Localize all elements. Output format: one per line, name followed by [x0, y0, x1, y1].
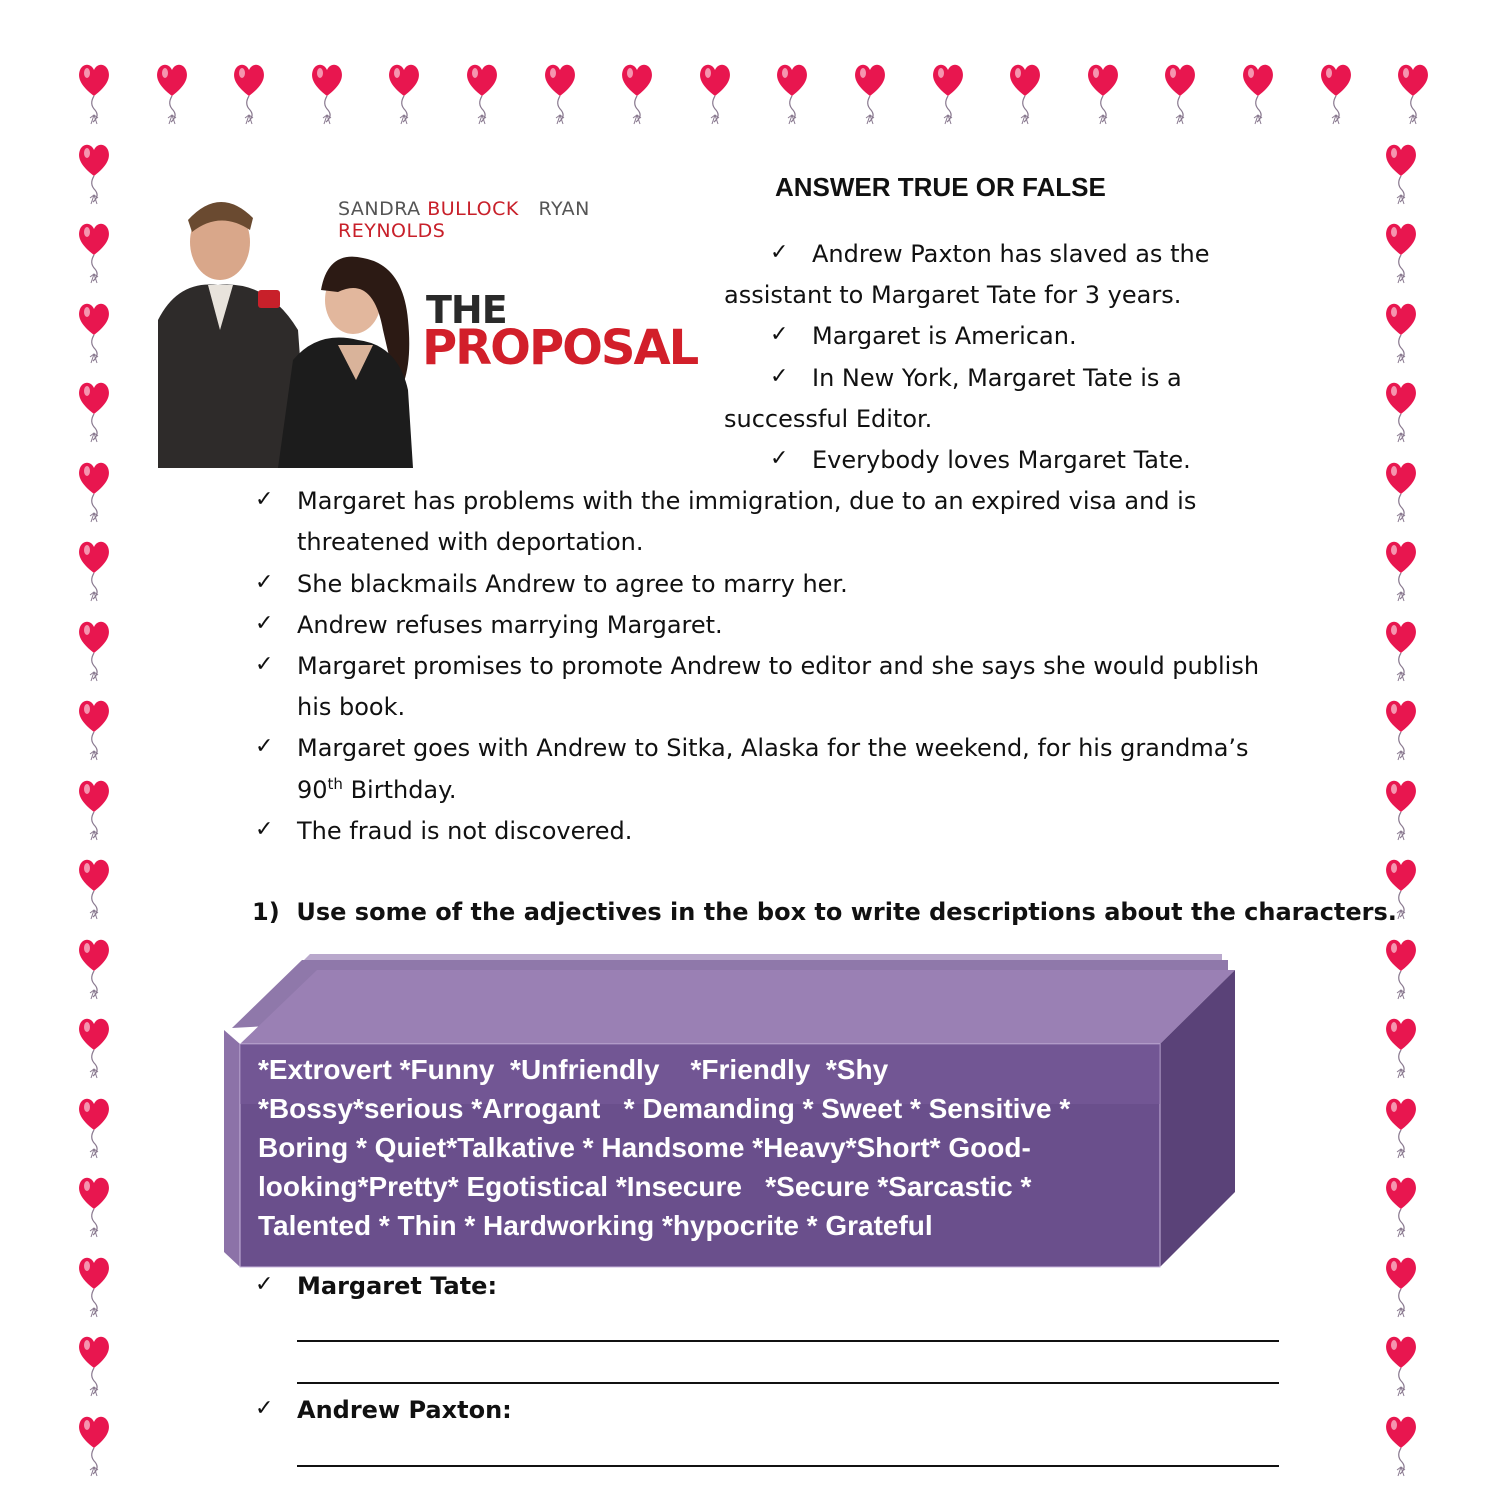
heart-balloon-icon [775, 60, 809, 130]
actor1-last: BULLOCK [427, 198, 519, 220]
heart-balloon-icon [77, 140, 111, 210]
heart-balloon-icon [1086, 60, 1120, 130]
statement-8-line-1: Margaret promises to promote Andrew to editor and she says she would publish [297, 652, 1260, 680]
heart-balloon-icon [77, 60, 111, 130]
heart-balloon-icon [620, 60, 654, 130]
adjective-list [258, 1050, 1138, 1245]
heart-balloon-icon [310, 60, 344, 130]
statement-3-line-2: successful Editor. [724, 405, 933, 433]
heart-balloon-icon [1384, 140, 1418, 210]
actor2-first: RYAN [538, 198, 590, 220]
adjective-line: Talented * Thin * Hardworking *hypocrite * Grateful [258, 1210, 933, 1241]
heart-balloon-icon [1008, 60, 1042, 130]
check-icon: ✓ [770, 446, 789, 471]
answer-line[interactable] [297, 1465, 1279, 1467]
check-icon: ✓ [770, 322, 789, 347]
heart-balloon-icon [1384, 776, 1418, 846]
heart-balloon-icon [77, 299, 111, 369]
heart-balloon-icon [1396, 60, 1430, 130]
statement-5-line-1: Margaret has problems with the immigration, due to an expired visa and is [297, 487, 1197, 515]
heart-balloon-icon [1384, 617, 1418, 687]
heart-balloon-icon [1384, 1094, 1418, 1164]
heart-balloon-icon [1384, 1332, 1418, 1402]
check-icon: ✓ [255, 817, 274, 842]
heart-balloon-icon [77, 1014, 111, 1084]
birthday-text: Birthday. [342, 776, 457, 804]
poster-title-small: THE [426, 288, 507, 332]
heart-balloon-icon [543, 60, 577, 130]
check-icon: ✓ [770, 364, 789, 389]
heart-balloon-icon [77, 1332, 111, 1402]
heart-balloon-icon [1384, 299, 1418, 369]
page-title: ANSWER TRUE OR FALSE [775, 172, 1106, 202]
ring-box-icon [258, 290, 280, 308]
heart-balloon-icon [931, 60, 965, 130]
heart-balloon-icon [853, 60, 887, 130]
answer-line[interactable] [297, 1340, 1279, 1342]
heart-balloon-icon [77, 935, 111, 1005]
statement-1-line-1: Andrew Paxton has slaved as the [812, 240, 1210, 268]
heart-balloon-icon [77, 617, 111, 687]
heart-balloon-icon [77, 537, 111, 607]
adjective-line: Boring * Quiet*Talkative * Handsome *Heavy*Short* Good- [258, 1132, 1031, 1163]
heart-balloon-icon [77, 378, 111, 448]
heart-balloon-icon [1384, 1014, 1418, 1084]
character-label-andrew: Andrew Paxton: [297, 1396, 512, 1424]
heart-balloon-icon [1384, 1173, 1418, 1243]
actor1-first: SANDRA [338, 198, 421, 220]
check-icon: ✓ [255, 652, 274, 677]
heart-balloon-icon [1384, 935, 1418, 1005]
heart-balloon-icon [155, 60, 189, 130]
ordinal-number: 90 [297, 776, 328, 804]
statement-8-line-2: his book. [297, 693, 406, 721]
check-icon: ✓ [255, 611, 274, 636]
heart-balloon-icon [1384, 696, 1418, 766]
actor2-last: REYNOLDS [338, 220, 446, 242]
statement-10: The fraud is not discovered. [297, 817, 633, 845]
check-icon: ✓ [255, 1396, 274, 1421]
check-icon: ✓ [255, 570, 274, 595]
movie-poster [158, 180, 703, 468]
statement-5-line-2: threatened with deportation. [297, 528, 644, 556]
ordinal-suffix: th [327, 775, 343, 793]
heart-balloon-icon [698, 60, 732, 130]
check-icon: ✓ [255, 1272, 274, 1297]
poster-cast [338, 198, 703, 242]
heart-balloon-icon [1384, 219, 1418, 289]
character-label-margaret: Margaret Tate: [297, 1272, 498, 1300]
heart-balloon-icon [1384, 458, 1418, 528]
statement-3-line-1: In New York, Margaret Tate is a [812, 364, 1182, 392]
statement-9-line-1: Margaret goes with Andrew to Sitka, Alaska for the weekend, for his grandma’s [297, 734, 1249, 762]
heart-balloon-icon [77, 776, 111, 846]
statement-9-line-2 [297, 775, 457, 804]
heart-balloon-icon [1384, 378, 1418, 448]
statement-4: Everybody loves Margaret Tate. [812, 446, 1191, 474]
heart-balloon-icon [1384, 1253, 1418, 1323]
check-icon: ✓ [255, 734, 274, 759]
statement-6: She blackmails Andrew to agree to marry her. [297, 570, 848, 598]
check-icon: ✓ [255, 487, 274, 512]
heart-balloon-icon [387, 60, 421, 130]
heart-balloon-icon [1319, 60, 1353, 130]
heart-balloon-icon [77, 855, 111, 925]
adjective-line: *Bossy*serious *Arrogant * Demanding * Sweet * Sensitive * [258, 1093, 1071, 1124]
heart-balloon-icon [77, 1094, 111, 1164]
heart-balloon-icon [77, 1253, 111, 1323]
heart-balloon-icon [1384, 537, 1418, 607]
heart-balloon-icon [1163, 60, 1197, 130]
adjective-line: looking*Pretty* Egotistical *Insecure *Secure *Sarcastic * [258, 1171, 1032, 1202]
check-icon: ✓ [770, 240, 789, 265]
statement-1-line-2: assistant to Margaret Tate for 3 years. [724, 281, 1182, 309]
heart-balloon-icon [77, 1173, 111, 1243]
exercise-number: 1) [252, 898, 280, 926]
heart-balloon-icon [77, 458, 111, 528]
answer-line[interactable] [297, 1382, 1279, 1384]
heart-balloon-icon [1384, 1412, 1418, 1482]
heart-balloon-icon [1241, 60, 1275, 130]
heart-balloon-icon [77, 696, 111, 766]
heart-balloon-icon [77, 219, 111, 289]
poster-title-big: PROPOSAL [422, 320, 698, 376]
heart-balloon-icon [77, 1412, 111, 1482]
adjective-line: *Extrovert *Funny *Unfriendly *Friendly *Shy [258, 1054, 889, 1085]
statement-2: Margaret is American. [812, 322, 1077, 350]
exercise-instruction [252, 898, 1397, 926]
statement-7: Andrew refuses marrying Margaret. [297, 611, 723, 639]
heart-balloon-icon [465, 60, 499, 130]
heart-balloon-icon [232, 60, 266, 130]
exercise-text: Use some of the adjectives in the box to write descriptions about the characters. [296, 898, 1397, 926]
